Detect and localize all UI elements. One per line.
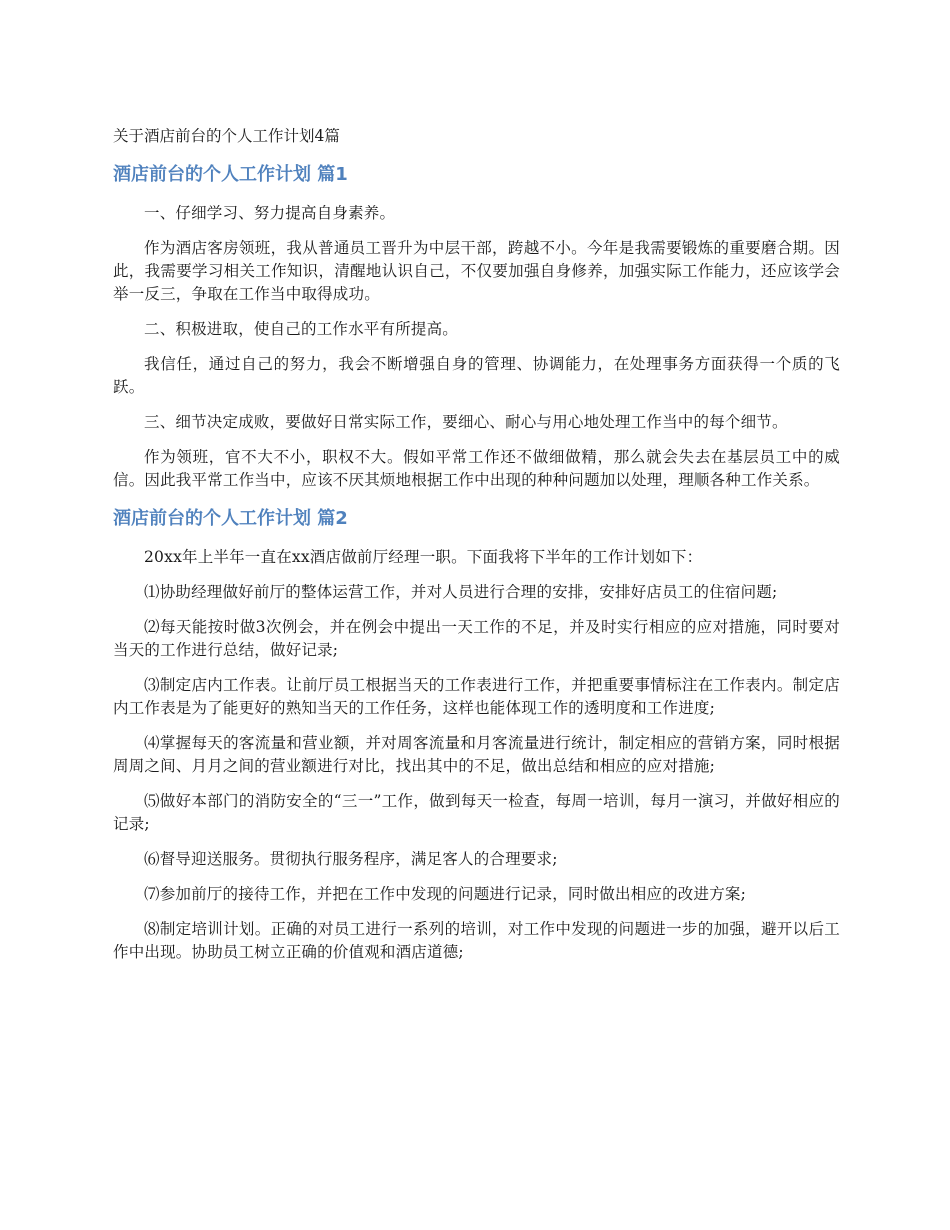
section-1 [113, 162, 840, 492]
section-heading-2: 酒店前台的个人工作计划 篇2 [113, 508, 348, 529]
paragraph: ⑵每天能按时做3次例会，并在例会中提出一天工作的不足，并及时实行相应的应对措施，同时要对当天的工作进行总结，做好记录; [113, 618, 840, 659]
paragraph: 三、细节决定成败，要做好日常实际工作，要细心、耐心与用心地处理工作当中的每个细节。 [144, 413, 788, 431]
paragraph: ⑻制定培训计划。正确的对员工进行一系列的培训，对工作中发现的问题进一步的加强，避开以后工作中出现。协助员工树立正确的价值观和酒店道德; [113, 920, 840, 961]
paragraph: 二、积极进取，使自己的工作水平有所提高。 [144, 320, 459, 338]
document-page [113, 124, 840, 976]
section-2 [113, 506, 840, 964]
paragraph: 20xx年上半年一直在xx酒店做前厅经理一职。下面我将下半年的工作计划如下： [144, 548, 703, 566]
document-title: 关于酒店前台的个人工作计划4篇 [113, 127, 340, 145]
paragraph: ⑶制定店内工作表。让前厅员工根据当天的工作表进行工作，并把重要事情标注在工作表内。制定店内工作表是为了能更好的熟知当天的工作任务，这样也能体现工作的透明度和工作进度; [113, 676, 840, 717]
paragraph: ⑸做好本部门的消防安全的“三一”工作，做到每天一检查，每周一培训，每月一演习，并做好相应的记录; [113, 792, 840, 833]
paragraph: 作为领班，官不大不小，职权不大。假如平常工作还不做细做精，那么就会失去在基层员工中的威信。因此我平常工作当中，应该不厌其烦地根据工作中出现的种种问题加以处理，理顺各种工作关系。 [113, 448, 840, 489]
paragraph: 一、仔细学习、努力提高自身素养。 [144, 204, 396, 222]
paragraph: 我信任，通过自己的努力，我会不断增强自身的管理、协调能力，在处理事务方面获得一个质的飞跃。 [113, 355, 840, 396]
paragraph: ⑴协助经理做好前厅的整体运营工作，并对人员进行合理的安排，安排好店员工的住宿问题; [144, 583, 778, 601]
paragraph: ⑷掌握每天的客流量和营业额，并对周客流量和月客流量进行统计，制定相应的营销方案，同时根据周周之间、月月之间的营业额进行对比，找出其中的不足，做出总结和相应的应对措施; [113, 734, 840, 775]
paragraph: 作为酒店客房领班，我从普通员工晋升为中层干部，跨越不小。今年是我需要锻炼的重要磨合期。因此，我需要学习相关工作知识，清醒地认识自己，不仅要加强自身修养，加强实际工作能力，还应该学会举一反三，争取在工作当中取得成功。 [113, 239, 840, 303]
paragraph: ⑹督导迎送服务。贯彻执行服务程序，满足客人的合理要求; [144, 850, 558, 868]
section-heading-1: 酒店前台的个人工作计划 篇1 [113, 164, 348, 185]
paragraph: ⑺参加前厅的接待工作，并把在工作中发现的问题进行记录，同时做出相应的改进方案; [144, 885, 747, 903]
